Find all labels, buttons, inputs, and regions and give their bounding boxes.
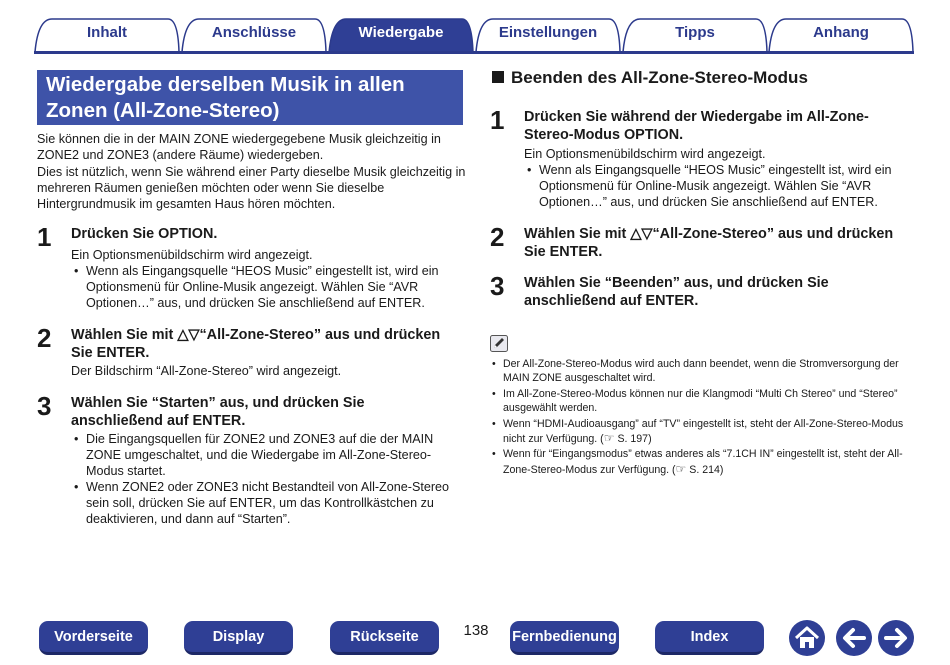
step-heading: Drücken Sie während der Wiedergabe im All-Zone-Stereo-Modus OPTION. — [524, 109, 869, 143]
note-item: • Wenn für “Eingangsmodus” etwas anderes als “7.1CH IN” eingestellt ist, steht der All-Zone-Stereo-Modus zur Verfügung. (☞ S. 214) — [492, 448, 903, 476]
square-bullet-icon — [492, 71, 504, 83]
page-reference-icon: ☞ — [603, 431, 615, 446]
left-step-3 — [37, 392, 467, 532]
arrow-right-icon — [878, 620, 914, 656]
note-item — [492, 387, 912, 416]
tab-einstellungen[interactable] — [475, 17, 621, 53]
step-heading: Wählen Sie “Beenden” aus, und drücken Sie anschließend auf ENTER. — [524, 275, 829, 309]
list-item — [71, 479, 463, 527]
pencil-note-icon — [490, 335, 508, 352]
intro-text — [37, 131, 467, 212]
step-heading: Wählen Sie “Starten” aus, und drücken Sie anschließend auf ENTER. — [71, 395, 365, 429]
step-text: Ein Optionsmenübildschirm wird angezeigt. — [71, 248, 313, 262]
list-item — [71, 263, 463, 311]
home-icon — [789, 620, 825, 656]
page-title-line1: Wiedergabe derselben Musik in allen — [46, 73, 405, 96]
note-text: Wenn für “Eingangsmodus” etwas anderes als “7.1CH IN” eingestellt ist, steht der All-Zone-Stereo-Modus zur Verfügung. — [503, 448, 903, 476]
intro-paragraph: Sie können die in der MAIN ZONE wiedergegebene Musik gleichzeitig in ZONE2 und ZONE3 (andere Räume) wiedergeben. — [37, 132, 441, 163]
display-button[interactable]: Display — [184, 621, 293, 655]
intro-paragraph: Dies ist nützlich, wenn Sie während einer Party dieselbe Musik gleichzeitig in mehreren Räumen genießen möchten oder wenn Sie dieselbe Hintergrundmusik im gesamten Haus hören möchten. — [37, 164, 466, 212]
step-heading: Wählen Sie mit △▽“All-Zone-Stereo” aus und drücken Sie ENTER. — [524, 226, 894, 260]
tab-inhalt[interactable] — [34, 17, 180, 53]
notes-list — [492, 357, 912, 478]
note-text: Wenn “HDMI-Audioausgang” auf “TV” eingestellt ist, steht der All-Zone-Stereo-Modus nicht zur Verfügung. — [503, 417, 904, 446]
tab-label: Wiedergabe — [358, 24, 444, 41]
step-body — [524, 146, 912, 210]
section-title — [492, 68, 912, 88]
bullet-text: Wenn als Eingangsquelle “HEOS Music” eingestellt ist, wird ein Optionsmenü für Online-Musik angezeigt. Wählen Sie “AVR Optionen…” aus, und drücken Sie anschließend auf ENTER. — [539, 163, 892, 209]
home-button[interactable] — [789, 620, 825, 656]
page-reference-link[interactable]: S. 197 — [617, 433, 649, 446]
tab-label: Anhang — [813, 24, 869, 41]
tab-tipps[interactable] — [622, 17, 768, 53]
step-body — [71, 363, 463, 379]
tab-underline — [34, 51, 914, 54]
tab-label: Tipps — [675, 24, 715, 41]
note-item — [492, 357, 912, 386]
bullet-text: Wenn als Eingangsquelle “HEOS Music” eingestellt ist, wird ein Optionsmenü für Online-Musik angezeigt. Wählen Sie “AVR Optionen…” aus, und drücken Sie anschließend auf ENTER. — [86, 264, 439, 310]
step-body — [71, 247, 463, 311]
bullet-dot: • — [74, 480, 79, 494]
step-heading: Wählen Sie mit △▽“All-Zone-Stereo” aus und drücken Sie ENTER. — [71, 327, 441, 361]
tab-anhang[interactable] — [768, 17, 914, 53]
left-step-2 — [37, 324, 467, 384]
back-arrow-button[interactable] — [836, 620, 872, 656]
fernbedienung-button[interactable]: Fernbedienung — [510, 621, 619, 655]
page-reference-link[interactable]: S. 214 — [689, 463, 720, 476]
step-number: 2 — [37, 323, 52, 353]
right-step-2 — [490, 223, 915, 267]
step-number: 1 — [490, 105, 505, 135]
section-title-text: Beenden des All-Zone-Stereo-Modus — [511, 68, 808, 87]
step-body — [71, 431, 463, 527]
step-number: 3 — [490, 271, 505, 301]
tab-label: Einstellungen — [498, 24, 598, 41]
page-title-line2: Zonen (All-Zone-Stereo) — [46, 99, 280, 122]
rueckseite-button[interactable]: Rückseite — [330, 621, 439, 655]
right-step-3 — [490, 272, 915, 316]
bullet-dot: • — [492, 417, 496, 430]
page-number: 138 — [463, 622, 489, 639]
step-number: 3 — [37, 391, 52, 421]
note-text: Der All-Zone-Stereo-Modus wird auch dann beendet, wenn die Stromversorgung der MAIN ZONE ausgeschaltet wird. — [503, 358, 899, 385]
index-button[interactable]: Index — [655, 621, 764, 655]
tab-wiedergabe[interactable] — [328, 17, 474, 53]
tab-label: Anschlüsse — [211, 24, 297, 41]
forward-arrow-button[interactable] — [878, 620, 914, 656]
note-text: Im All-Zone-Stereo-Modus können nur die Klangmodi “Multi Ch Stereo” und “Stereo” ausgewählt werden. — [503, 387, 898, 415]
bullet-dot: • — [527, 163, 532, 177]
left-step-1 — [37, 223, 467, 318]
arrow-left-icon — [836, 620, 872, 656]
bullet-text: Die Eingangsquellen für ZONE2 und ZONE3 auf die der MAIN ZONE umgeschaltet, und die Wiedergabe im All-Zone-Stereo-Modus startet. — [86, 432, 434, 478]
bullet-dot: • — [492, 448, 496, 461]
step-number: 2 — [490, 222, 505, 252]
bullet-dot: • — [492, 358, 496, 370]
note-item: • Wenn “HDMI-Audioausgang” auf “TV” eingestellt ist, steht der All-Zone-Stereo-Modus nicht zur Verfügung. (☞ S. 197) — [492, 417, 904, 446]
list-item — [71, 431, 463, 479]
bullet-text: Wenn ZONE2 oder ZONE3 nicht Bestandteil von All-Zone-Stereo sein soll, drücken Sie auf ENTER, um das Kontrollkästchen zu deaktivieren, und dann auf “Starten”. — [86, 480, 450, 526]
bullet-dot: • — [74, 432, 79, 446]
bullet-dot: • — [74, 264, 79, 278]
step-text: Ein Optionsmenübildschirm wird angezeigt. — [524, 147, 766, 161]
right-step-1 — [490, 106, 915, 216]
step-text: Der Bildschirm “All-Zone-Stereo” wird angezeigt. — [71, 364, 342, 378]
step-heading: Drücken Sie OPTION. — [71, 226, 218, 242]
tab-anschluesse[interactable] — [181, 17, 327, 53]
tab-label: Inhalt — [87, 24, 127, 41]
page-reference-icon: ☞ — [675, 461, 687, 476]
page-title — [37, 70, 463, 125]
vorderseite-button[interactable]: Vorderseite — [39, 621, 148, 655]
tab-bar — [34, 17, 914, 53]
list-item — [524, 162, 912, 210]
step-number: 1 — [37, 222, 52, 252]
bullet-dot: • — [492, 387, 496, 400]
